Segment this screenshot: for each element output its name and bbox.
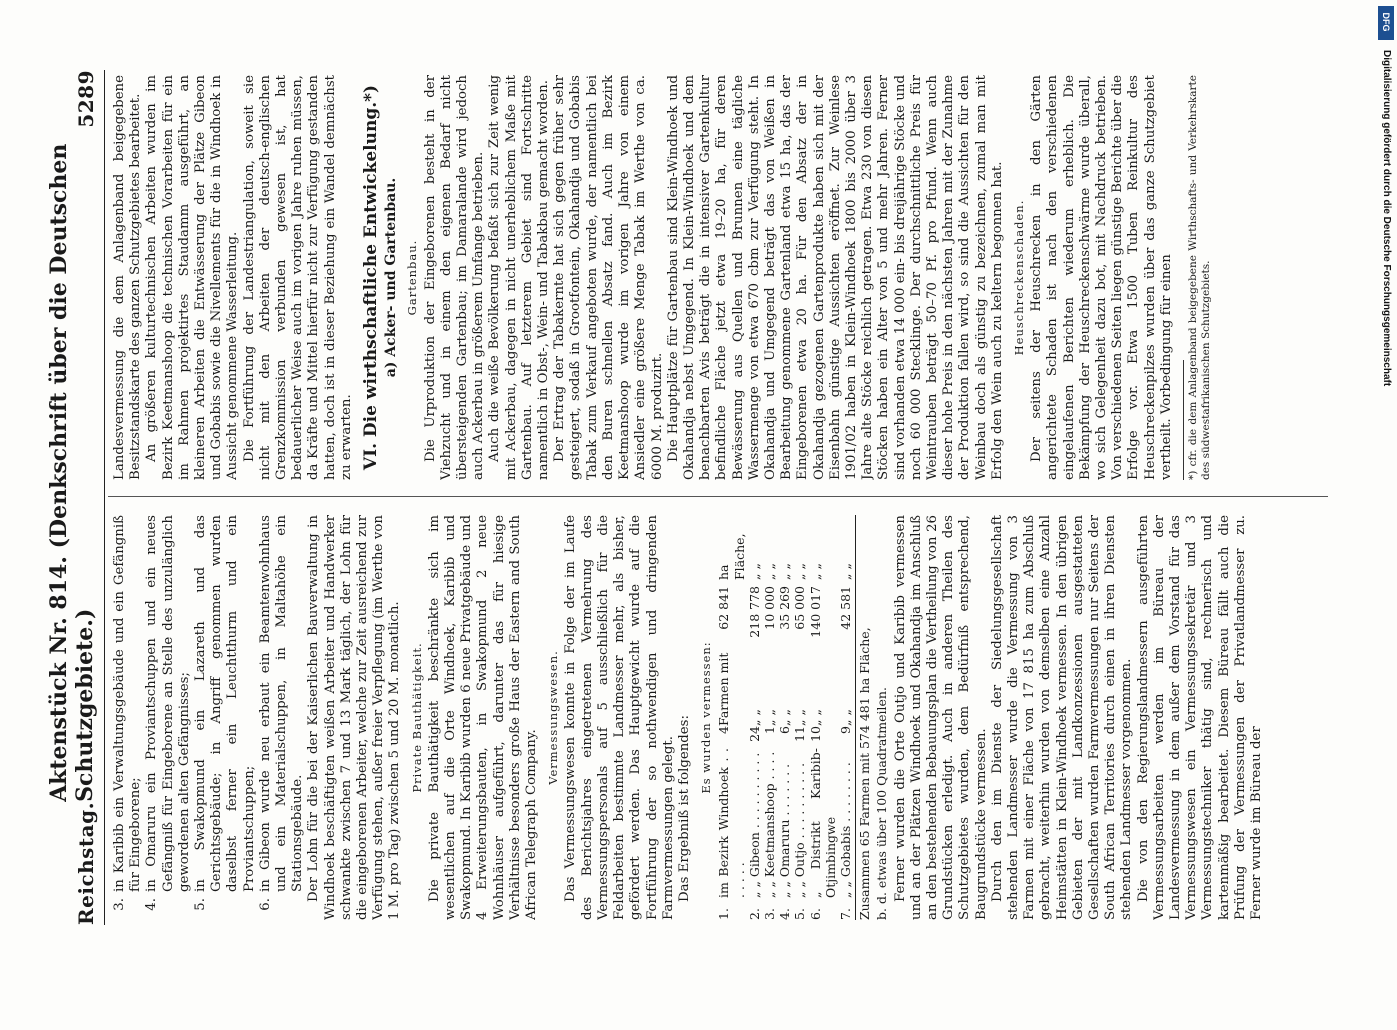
paragraph-regierung: Die von den Regierungslandmessern ausgeführten Vermessungsarbeiten werden im Büreau der Landesvermessung in dem außer dem Vorstand für das Vermessungswesen ein Vermessungssekretär und 3 Vermessungstechniker thätig sind, rechnerisch und kartenmäßig bearbeitet. Diesem Büreau fällt auch die Prüfung der Vermessungen der Privatlandmesser zu. Ferner wurde im Büreau der [1135,515,1265,920]
subsection-heading: a) Acker- und Gartenbau. [383,177,400,378]
table-row: 7. „ „ Gobabis . . . . . . . . 9 „ „ 42 581 „ „ [837,563,853,920]
table-row: 3. „ „ Keetmanshoop . . . . 1 „ „ 10 000 „ „ [761,563,777,920]
paragraph-siedlung: Durch den im Dienste der Siedelungsgesellschaft stehenden Landmesser wurde die Vermessung von 3 Farmen mit einer Fläche von 17 815 ha zum Abschluß gebracht, weiterhin wurden von demselben eine Anzahl Heimstätten in Klein-Windhoek vermessen. In den übrigen Gebieten der mit Landkonzessionen ausgestatteten Gesellschaften wurden Farmvermessungen nur Seitens der South African Territories durch einen in ihren Diensten stehenden Landmesser vorgenommen. [989,515,1135,920]
column-divider [108,496,1328,497]
header-left: Reichstag. [74,801,98,925]
building-list [112,515,306,920]
list-item: 6. in Gibeon wurde neu erbaut ein Beamtenwohnhaus und ein Materialschuppen, in Maltahöhe ein Stationsgebäude. [257,515,306,911]
paragraph-fortfuehrung: Die Fortführung der Landestriangulation, soweit sie nicht mit den Arbeiten der deutsch-englischen Grenzkommission verbunden gewesen ist, hat bedauerlicher Weise auch im vorigen Jahre ruhen müssen, da Kräfte und Mittel hierfür nicht zur Verfügung gestanden hatten, doch ist in dieser Beziehung ein Wandel demnächst zu erwarten. [241,75,354,480]
page-header [46,70,105,925]
paragraph-vermessung: Das Vermessungswesen konnte in Folge der im Laufe des Berichtsjahres eingetretenen Vermehrung des Vermessungspersonals auf 5 ausschließlich für die Feldarbeiten bestimmte Landmesser mehr, als bisher, gefördert werden. Das Hauptgewicht wurde auf die Fortführung der so nothwendigen und dringenden Farmvermessungen gelegt. [563,515,676,920]
table-row: 1. im Bezirk Windhoek . . . . . . . 4 Farmen mit 62 841 ha Fläche, [716,533,747,920]
paragraph-kultur: An größeren kulturtechnischen Arbeiten wurden im Bezirk Keetmanshoop die technischen Vorarbeiten für ein im Rahmen projektirtes Staudamm ausgeführt, an kleineren Arbeiten die Entwässerung der Plätze Gibeon und Gobabis sowie die Nivellements für die in Windhoek in Aussicht genommene Wasserleitung. [144,75,241,480]
footnote: *) cfr. die dem Anlagenband beigegebene Wirthschafts- und Verkehrskarte des südwestafrikanischen Schutzgebiets. [1187,75,1212,480]
paragraph-hauptplaetze: Die Hauptplätze für Gartenbau sind Klein-Windhoek und Okahandja nebst Umgegend. In Klein-Windhoek und dem benachbarten Avis beträgt die in intensiver Gartenkultur befindliche Fläche jetzt etwa 19–20 ha, für deren Bewässerung aus Quellen und Brunnen eine tägliche Wassermenge von etwa 670 cbm zur Verfügung steht. In Okahandja und Umgegend beträgt das von Weißen in Bearbeitung genommene Gartenland etwa 15 ha, das der Eingeborenen etwa 20 ha. Für den Absatz der in Okahandja gezogenen Gartenprodukte haben sich mit der Eisenbahn günstige Aussichten eröffnet. Zur Weinlese 1901/02 haben in Klein-Windhoek 1800 bis 2000 über 3 Jahre alte Stöcke reichlich getragen. Etwa 230 von diesen Stöcken haben ein Alter von 5 und mehr Jahren. Ferner sind vorhanden etwa 14 000 ein- bis dreijährige Stöcke und noch 60 000 Stecklinge. Der durchschnittliche Preis für Weintrauben beträgt 50–70 Pf. pro Pfund. Wenn auch dieser hohe Preis in den nächsten Jahren mit der Zunahme der Produktion fallen wird, so sind die Aussichten für den Weinbau doch als günstig zu bezeichnen, zumal man mit Erfolg den Wein auch zu keltern begonnen hat. [665,75,1005,480]
paragraph-private: Die private Bauthätigkeit beschränkte sich im wesentlichen auf die Orte Windhoek, Karibib und Swakopmund. In Karibib wurden 6 neue Privatgebäude und 4 Erweiterungsbauten, in Swakopmund 2 neue Wohnhäuser aufgeführt, darunter das für hiesige Verhältnisse besonders große Haus der Eastern and South African Telegraph Company. [426,515,540,920]
paragraph-ferner: Ferner wurden die Orte Outjo und Karibib vermessen und an der Plätzen Windhoek und Okahandja im Anschluß an den bestehenden Bebauungsplan die Vertheilung von 26 Grundstücken erledigt. Auch in anderen Theilen des Schutzgebietes wurden, dem Bedürfniß entsprechend, Baugrundstücke vermessen. [892,515,989,920]
left-column [112,515,1327,920]
heading-heuschrecken: Heuschreckenschaden. [1011,199,1026,356]
paragraph-lohn: Der Lohn für die bei der Kaiserlichen Bauverwaltung in Windhoek beschäftigten weißen Arbeiter und Handwerker schwankte zwischen 7 und 13 Mark täglich, der Lohn für die eingeborenen Arbeiter, welche zur Zeit ausreichend zur Verfügung stehen, außer freier Verpflegung (im Werthe von 1 M. pro Tag) zwischen 5 und 20 M. monatlich. [306,515,403,920]
subsection-b: b. d. etwas über 100 Quadratmeilen. [874,687,890,920]
header-title: Aktenstück Nr. 814. (Denkschrift über die Deutschen Schutzgebiete.) [46,143,98,802]
paragraph-urproduktion: Die Urproduktion der Eingeborenen besteht in der Viehzucht und in einem den eigenen Bedarf nicht übersteigenden Gartenbau; im Damaralande wird jedoch auch Ackerbau in größerem Umfange betrieben. [422,75,487,480]
heading-vermessung: Vermessungswesen. [546,650,561,785]
paragraph-ergebnis: Das Ergebniß ist folgendes: [676,715,692,902]
page-number: 5289 [74,70,98,128]
paragraph-tabak: Der Ertrag der Tabakernte hat sich gegen früher sehr gesteigert, sodaß in Grootfontein, Okahandja und Gobabis Tabak zum Verkauf angeboten wurde, der namentlich bei den Buren schnellen Absatz fand. Auch im Bezirk Keetmanshoop wurde im vorigen Jahre von einem Ansiedler eine größere Menge Tabak im Werthe von ca. 6000 M. produzirt. [552,75,665,480]
table-row: 5. „ „ Outjo . . . . . . . . . . 11 „ „ 65 000 „ „ [792,563,808,920]
farm-table [716,515,872,920]
table-row: 2. „ „ Gibeon . . . . . . . . . . 24 „ „ 218 778 „ „ [746,563,762,920]
right-column [112,75,1327,480]
paragraph-weisse: Auch die weiße Bevölkerung befaßt sich zur Zeit wenig mit Ackerbau, dagegen in nicht unerheblichem Maße mit Gartenbau. Auf letzterem Gebiet sind Fortschritte namentlich in Obst-, Wein- und Tabakbau gemacht worden. [487,75,552,480]
list-item: 3. in Karibib ein Verwaltungsgebäude und ein Gefängniß für Eingeborene; [112,515,144,911]
dfg-logo: DFG [1378,6,1394,40]
table-row: 6. „ Distrikt Karibib-Otjimbingwe 10 „ „ 140 017 „ „ [807,563,838,920]
paragraph-heuschrecken: Der seitens der Heuschrecken in den Gärten angerichtete Schaden ist nach den verschiedenen eingelaufenen Berichten wiederum erheblich. Die Bekämpfung der Heuschreckenschwärme wurde überall, wo sich Gelegenheit dazu bot, mit Nachdruck betrieben. Von verschiedenen Seiten liegen günstige Berichte über die Erfolge vor. Etwa 1500 Tuben Reinkultur des Heuschreckenpilzes wurden über das ganze Schutzgebiet vertheilt. Vorbedingung für einen [1029,75,1174,480]
list-item: 5. in Swakopmund ein Lazareth und das Gerichtsgebäude; in Angriff genommen wurden daselbst ferner ein Leuchtthurm und ein Proviantschuppen; [193,515,257,911]
paragraph-landes: Landesvermessung die dem Anlagenband beigegebene Besitzstandskarte des ganzen Schutzgebietes bearbeitet. [112,75,144,480]
list-item: 4. in Omaruru ein Proviantschuppen und ein neues Gefängniß für Eingeborene an Stelle des unzulänglich gewordenen alten Gefängnisses; [144,515,192,911]
chapter-heading: VI. Die wirthschaftliche Entwickelung.*) [361,84,382,471]
table-sum-row: Zusammen 65 Farmen mit 574 481 ha Fläche, [855,515,872,920]
digitization-notice: Digitalisierung gefördert durch die Deutsche Forschungsgemeinschaft [1381,50,1392,387]
heading-gartenbau: Gartenbau. [405,239,420,316]
heading-private: Private Bauthätigkeit. [409,642,424,793]
table-row: 4. „ „ Omaruru . . . . . . . 6 „ „ 35 269 „ „ [777,563,793,920]
es-wurden-vermessen: Es wurden vermessen: [699,641,714,794]
footnote-rule [1183,360,1184,480]
